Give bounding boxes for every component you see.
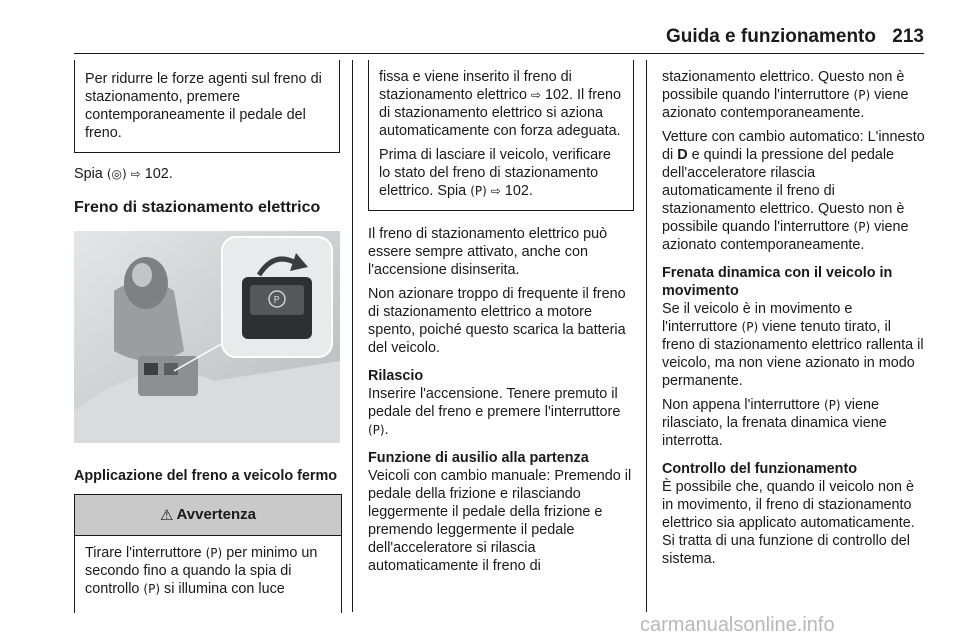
warning-body: [75, 536, 341, 598]
reference-arrow-icon: ⇨: [490, 184, 501, 198]
paragraph: Vetture con cambio automatico: L'innesto di D e quindi la pressione del pedale dell'acceleratore rilascia automaticamente il freno di stazionamento elettrico. Questo non è possibile quando l'interruttore (P) viene azionato contemporaneamente.: [662, 129, 925, 253]
section-title: Freno di stazionamento elettrico: [74, 199, 321, 216]
note-text: Per ridurre le forze agenti sul freno di stazionamento, premere contemporaneamente il pedale del freno.: [85, 71, 322, 141]
paragraph: stazionamento elettrico. Questo non è possibile quando l'interruttore (P) viene azionato contemporaneamente.: [662, 69, 909, 121]
parking-brake-illustration: [74, 231, 340, 443]
warning-triangle-icon: ⚠: [160, 506, 174, 524]
parking-brake-icon: (P): [143, 582, 161, 596]
warning-text: Tirare l'interruttore (P) per minimo un secondo fino a quando la spia di controllo (P) si illumina con luce: [85, 545, 318, 597]
console-drawing: [74, 231, 340, 443]
continuation-para-1: fissa e viene inserito il freno di stazionamento elettrico ⇨ 102. Il freno di stazionamento elettrico si aziona automaticamente con forza adeguata.: [379, 69, 622, 139]
warning-header: ⚠ Avvertenza: [75, 495, 341, 536]
parking-brake-icon: (P): [853, 220, 871, 234]
watermark: carmanualsonline.info: [640, 614, 835, 636]
parking-brake-icon: (P): [205, 546, 223, 560]
parking-brake-icon: (P): [853, 88, 871, 102]
subheading-dynamic-braking: Frenata dinamica con il veicolo in movimento: [662, 265, 893, 299]
subheading-start-assist: Funzione di ausilio alla partenza: [368, 450, 589, 466]
spia-line: Spia (◎) ⇨ 102.: [74, 166, 173, 182]
parking-brake-icon: (P): [823, 398, 841, 412]
parking-brake-icon: (P): [470, 184, 487, 198]
paragraph: È possibile che, quando il veicolo non è in movimento, il freno di stazionamento elettrico sia applicato automaticamente. Si tratta di una funzione di controllo del sistema.: [662, 479, 915, 567]
subheading-release: Rilascio: [368, 368, 424, 384]
paragraph: Il freno di stazionamento elettrico può essere sempre attivato, anche con l'accensione disinserita.: [368, 226, 608, 278]
parking-brake-icon: (P): [368, 423, 385, 437]
page-number: 213: [892, 26, 924, 47]
column-2: [368, 60, 634, 575]
paragraph: Se il veicolo è in movimento e l'interruttore (P) viene tenuto tirato, il freno di stazionamento elettrico rallenta il veicolo, ma non viene azionato in modo permanente.: [662, 301, 924, 389]
continuation-para-2: Prima di lasciare il veicolo, verificare lo stato del freno di stazionamento elettrico. Spia (P) ⇨ 102.: [379, 147, 611, 199]
column-1: [74, 60, 340, 485]
release-text: Inserire l'accensione. Tenere premuto il pedale del freno e premere l'interruttore (P).: [368, 386, 621, 438]
reference-arrow-icon: ⇨: [130, 167, 141, 181]
paragraph: Non appena l'interruttore (P) viene rilasciato, la frenata dinamica viene interrotta.: [662, 397, 887, 449]
column-divider: [646, 60, 647, 612]
page-header: [0, 0, 960, 52]
svg-text:P: P: [273, 295, 280, 306]
parking-brake-icon: (P): [741, 320, 759, 334]
subheading-stationary: Applicazione del freno a veicolo fermo: [74, 468, 338, 484]
subheading-function-check: Controllo del funzionamento: [662, 461, 858, 477]
column-divider: [352, 60, 353, 612]
paragraph: Non azionare troppo di frequente il freno di stazionamento elettrico a motore spento, poiché questo scarica la batteria del veicolo.: [368, 286, 626, 356]
note-box: [74, 60, 340, 153]
brake-warning-icon: (◎): [106, 167, 127, 181]
header-rule: [74, 53, 924, 54]
start-assist-text: Veicoli con cambio manuale: Premendo il pedale della frizione e rilasciando leggermente il pedale della frizione e premendo leggermente il pedale dell'acceleratore si rilascia automaticamente il freno di: [368, 468, 632, 574]
reference-arrow-icon: ⇨: [530, 88, 542, 102]
warning-continuation-box: [368, 60, 634, 211]
column-3: [662, 60, 926, 568]
warning-box: [74, 494, 342, 613]
chapter-title: Guida e funzionamento: [665, 26, 876, 47]
